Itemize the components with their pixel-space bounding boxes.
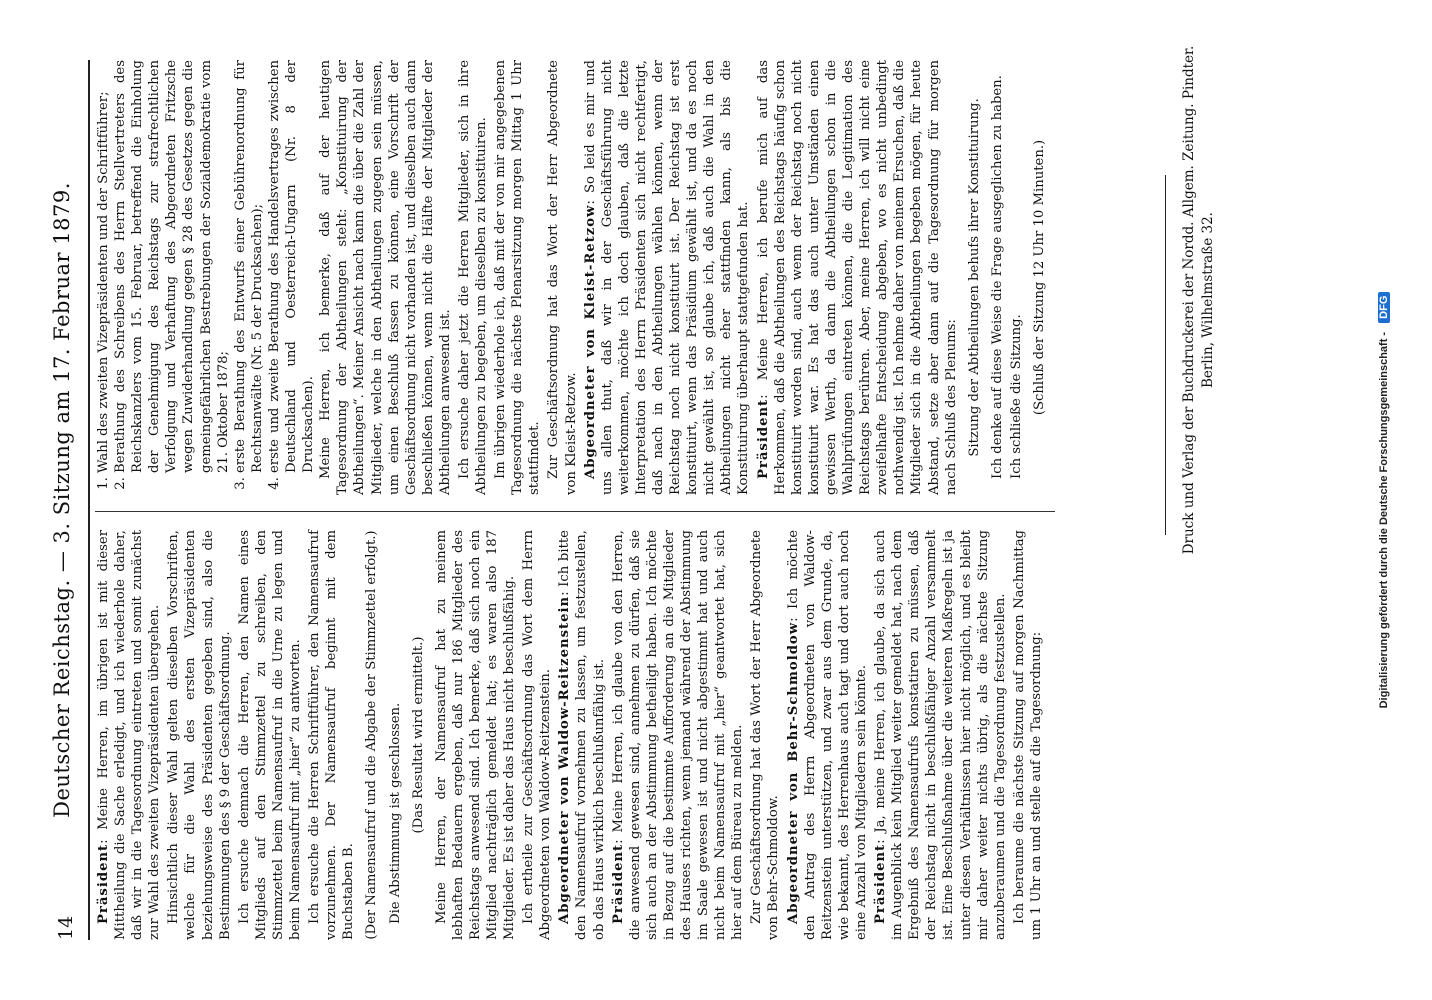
- stage-direction: (Das Resultat wird ermittelt.): [410, 636, 426, 834]
- header-rule: [88, 60, 90, 940]
- paragraph: [387, 530, 404, 940]
- printer-imprint: [1180, 40, 1218, 560]
- paragraph: [520, 530, 554, 940]
- right-column-body: [317, 60, 1048, 495]
- paragraph: [1011, 530, 1045, 940]
- agenda-item: 2. Berathung des Schreibens des Herrn Stellvertreters des Reichskanzlers vom 15. Februar, betreffend die Einholung der Genehmigung des Reichstags zur strafrechtlichen Verfolgung und Verhaftung des Abgeordneten Fritzsche wegen Zuwiderhandlung gegen § 28 des Gesetzes gegen die gemeingefährlichen Bestrebungen der Sozialdemokratie vom 21. Oktober 1878;: [112, 60, 232, 473]
- speaker-name: Präsident: [755, 398, 771, 479]
- digitization-note: [1378, 0, 1390, 1000]
- dfg-logo: DFG: [1378, 292, 1390, 323]
- paragraph: [456, 60, 490, 495]
- digitization-text: Digitalisierung gefördert durch die Deutsche Forschungsgemeinschaft -: [1378, 331, 1390, 709]
- paragraph-text: Hinsichtlich dieser Wahl gelten dieselben Vorschriften, welche für die Wahl des ersten Vizepräsidenten beziehungsweise des Präsidenten gegeben sind, also die Bestimmungen des § 9 der Geschäftsordnung.: [166, 530, 233, 940]
- paragraph: [492, 60, 543, 495]
- stage-direction: Sitzung der Abtheilungen behufs ihrer Konstituirung.: [966, 98, 982, 457]
- paragraph: [748, 530, 782, 940]
- paragraph: [1008, 60, 1025, 495]
- paragraph-text: Im übrigen wiederhole ich, daß mit der von mir angegebenen Tagesordnung die nächste Plenarsitzung morgen Mittag 1 Uhr stattfindet.: [493, 60, 543, 495]
- paragraph-text: Die Abstimmung ist geschlossen.: [387, 702, 403, 924]
- paragraph-text: : So leid es mir und uns allen thut, daß wir in der Geschäftsführung nicht weiterkommen, möchte ich doch glauben, daß die letzte Interpretation des Herrn Präsidenten sich nicht rechtfertigt, daß nach in den Abtheilungen wählen können, wenn der Reichstag noch nicht konstituirt ist. Der Reichstag ist erst konstituirt, wenn das Präsidium gewählt ist, und da es noch nicht gewählt ist, so glaube ich, daß auch die Wahl in den Abtheilungen nicht eher stattfinden kann, als bis die Konstituirung überhaupt stattgefunden hat.: [582, 60, 752, 495]
- paragraph-text: Ich ersuche daher jetzt die Herren Mitglieder, sich in ihre Abtheilungen zu begeben, um dieselben zu konstituiren.: [456, 60, 490, 495]
- paragraph: [989, 60, 1006, 495]
- agenda-item: 3. erste Berathung des Entwurfs einer Gebührenordnung für Rechtsanwälte (Nr. 5 der Drucksachen);: [232, 60, 266, 473]
- agenda-list: [95, 60, 317, 495]
- paragraph-text: : Ich möchte den Antrag des Herrn Abgeordneten von Waldow-Reitzenstein unterstützen, und zwar aus dem Grunde, da, wie bekannt, des Herrenhaus auch tagt und dort auch noch eine Anzahl von Mitgliedern sein könnte.: [785, 529, 869, 940]
- agenda-item: 1. Wahl des zweiten Vizepräsidenten und der Schriftführer;: [95, 60, 112, 473]
- paragraph-text: Ich denke auf diese Weise die Frage ausgeglichen zu haben.: [989, 75, 1005, 479]
- paragraph: [165, 530, 233, 940]
- paragraph-text: : Meine Herren, ich berufe mich auf das Herkommen, daß die Abtheilungen des Reichstags häufig schon konstituirt worden sind, auch wenn der Reichstag noch nicht konstituirt war. Es hat das auch unter Umständen einen gewissen Werth, da dann die Abtheilungen schon in die Wahlprüfungen eintreten können, die die Legitimation des Reichstags berühren. Aber, meine Herren, ich will nicht eine zweifelhafte Entscheidung abgeben, wo es nicht unbedingt nothwendig ist. Ich nehme daher von meinem Ersuchen, daß die Mitglieder sich in die Abtheilungen begeben mögen, für heute Abstand, setze aber dann auf die Tagesordnung für morgen nach Schluß des Plenums:: [755, 60, 959, 495]
- page-header-title: Deutscher Reichstag. — 3. Sitzung am 17. Februar 1879.: [50, 182, 74, 818]
- paragraph-text: Zur Geschäftsordnung hat das Wort der Herr Abgeordnete von Kleist-Retzow.: [546, 60, 579, 495]
- speaker-name: Abgeordneter von Kleist-Retzow: [582, 204, 598, 479]
- stage-direction: (Schluß der Sitzung 12 Uhr 10 Minuten.): [1031, 139, 1047, 416]
- paragraph-text: : Meine Herren, ich glaube von den Herren, die anwesend gewesen sind, annehmen zu dürfen, daß sie sich auch an der Abstimmung betheiligt haben. Ich möchte in Bezug auf die bestimmte Aufforderung an die Mitglieder des Hauses richten, wenn jemand während der Abstimmung im Saale gewesen ist und nicht abgestimmt hat und auch nicht beim Namensaufruf mit „hier“ geantwortet hat, sich hier auf dem Büreau zu melden.: [610, 530, 746, 940]
- footer-rule: [1165, 175, 1166, 535]
- paragraph-text: Ich ertheile zur Geschäftsordnung das Wort dem Herrn Abgeordneten von Waldow-Reitzenstein.: [521, 530, 554, 940]
- paragraph-text: Zur Geschäftsordnung hat das Wort der Herr Abgeordnete von Behr-Schmoldow.: [749, 530, 782, 940]
- paragraph-text: Meine Herren, der Namensaufruf hat zu meinem lebhaften Bedauern ergeben, daß nur 186 Mitglieder des Reichstags anwesend sind. Ich bemerke, daß sich noch ein Mitglied nachträglich gemeldet hat; es waren also 187 Mitglieder. Es ist daher das Haus nicht beschlußfähig.: [433, 530, 518, 940]
- imprint-line-2: Berlin, Wilhelmstraße 32.: [1200, 212, 1216, 388]
- imprint-line-1: Druck und Verlag der Buchdruckerei der Nordd. Allgem. Zeitung. Pindter.: [1181, 45, 1197, 555]
- paragraph: [610, 530, 747, 940]
- paragraph: [582, 60, 753, 495]
- stage-direction: (Der Namensaufruf und die Abgabe der Stimmzettel erfolgt.): [364, 530, 380, 940]
- right-column: [95, 60, 1054, 495]
- paragraph: [872, 530, 1009, 940]
- paragraph: [755, 60, 960, 495]
- paragraph-text: Ich beraume die nächste Sitzung auf morgen Nachmittag um 1 Uhr an und stelle auf die Tagesordnung:: [1011, 530, 1044, 940]
- paragraph: [433, 530, 518, 940]
- paragraph: [545, 60, 579, 495]
- paragraph: [236, 530, 304, 940]
- speaker-name: Abgeordneter von Waldow-Reitzenstein: [557, 595, 573, 924]
- paragraph: [785, 530, 870, 940]
- speaker-name: Abgeordneter von Behr-Schmoldow: [785, 621, 801, 924]
- paragraph-text: Ich schließe die Sitzung.: [1008, 314, 1024, 479]
- column-divider: [95, 511, 1055, 512]
- paragraph-text: : Ja, meine Herren, ich glaube, da sich auch im Augenblick kein Mitglied weiter gemeldet hat, nach dem Ergebniß des Namensaufrufs konstatiren zu müssen, daß der Reichstag nicht in beschlußfähiger Anzahl versammelt ist. Eine Beschlußnahme über die weiteren Maßregeln ist ja unter diesen Verhältnissen hier nicht möglich, und es bleibt mir daher weiter nichts übrig, als die nächste Sitzung anzuberaumen und die Tagesordnung festzustellen.: [873, 530, 1008, 940]
- paragraph-text: Ich ersuche demnach die Herren, den Namen eines Mitglieds auf den Stimmzettel zu schreiben, den Stimmzettel beim Namensaufruf in die Urne zu legen und beim Namensaufruf mit „hier“ zu antworten.: [236, 530, 304, 940]
- paragraph-text: : Ich bitte den Namensaufruf vornehmen zu lassen, um festzustellen, ob das Haus wirklich beschlußunfähig ist.: [557, 530, 607, 940]
- speaker-name: Präsident: [610, 843, 626, 924]
- page-number: 14: [55, 915, 77, 940]
- paragraph-text: : Meine Herren, im übrigen ist mit dieser Mittheilung die Sache erledigt, und ich wiederhole daher, daß wir in die Tagesordnung eintreten und somit zunächst zur Wahl des zweiten Vizepräsidenten übergehen.: [96, 530, 163, 940]
- paragraph: [556, 530, 607, 940]
- paragraph: [95, 530, 163, 940]
- agenda-item: 4. erste und zweite Berathung des Handelsvertrages zwischen Deutschland und Oesterreich-Ungarn (Nr. 8 der Drucksachen).: [266, 60, 317, 473]
- speaker-name: Präsident: [96, 843, 111, 924]
- left-column: [95, 530, 1047, 940]
- paragraph-text: Meine Herren, ich bemerke, daß auf der heutigen Tagesordnung der Abtheilungen steht: „Konstituirung der Abtheilungen“. Meiner Ansicht nach kann die über die Zahl der Mitglieder, welche in den Abtheilungen zugegen sein müssen, um einen Beschluß fassen zu können, eine Vorschrift der Geschäftsordnung nicht vorhanden ist, und dieselben auch dann beschließen können, wenn nicht die Hälfte der Mitglieder der Abtheilungen anwesend ist.: [318, 60, 453, 495]
- paragraph-text: Ich ersuche die Herren Schriftführer, den Namensaufruf vorzunehmen. Der Namensaufruf beginnt mit dem Buchstaben B.: [307, 530, 357, 940]
- paragraph: [306, 530, 357, 940]
- speaker-name: Präsident: [873, 843, 889, 924]
- paragraph: [317, 60, 454, 495]
